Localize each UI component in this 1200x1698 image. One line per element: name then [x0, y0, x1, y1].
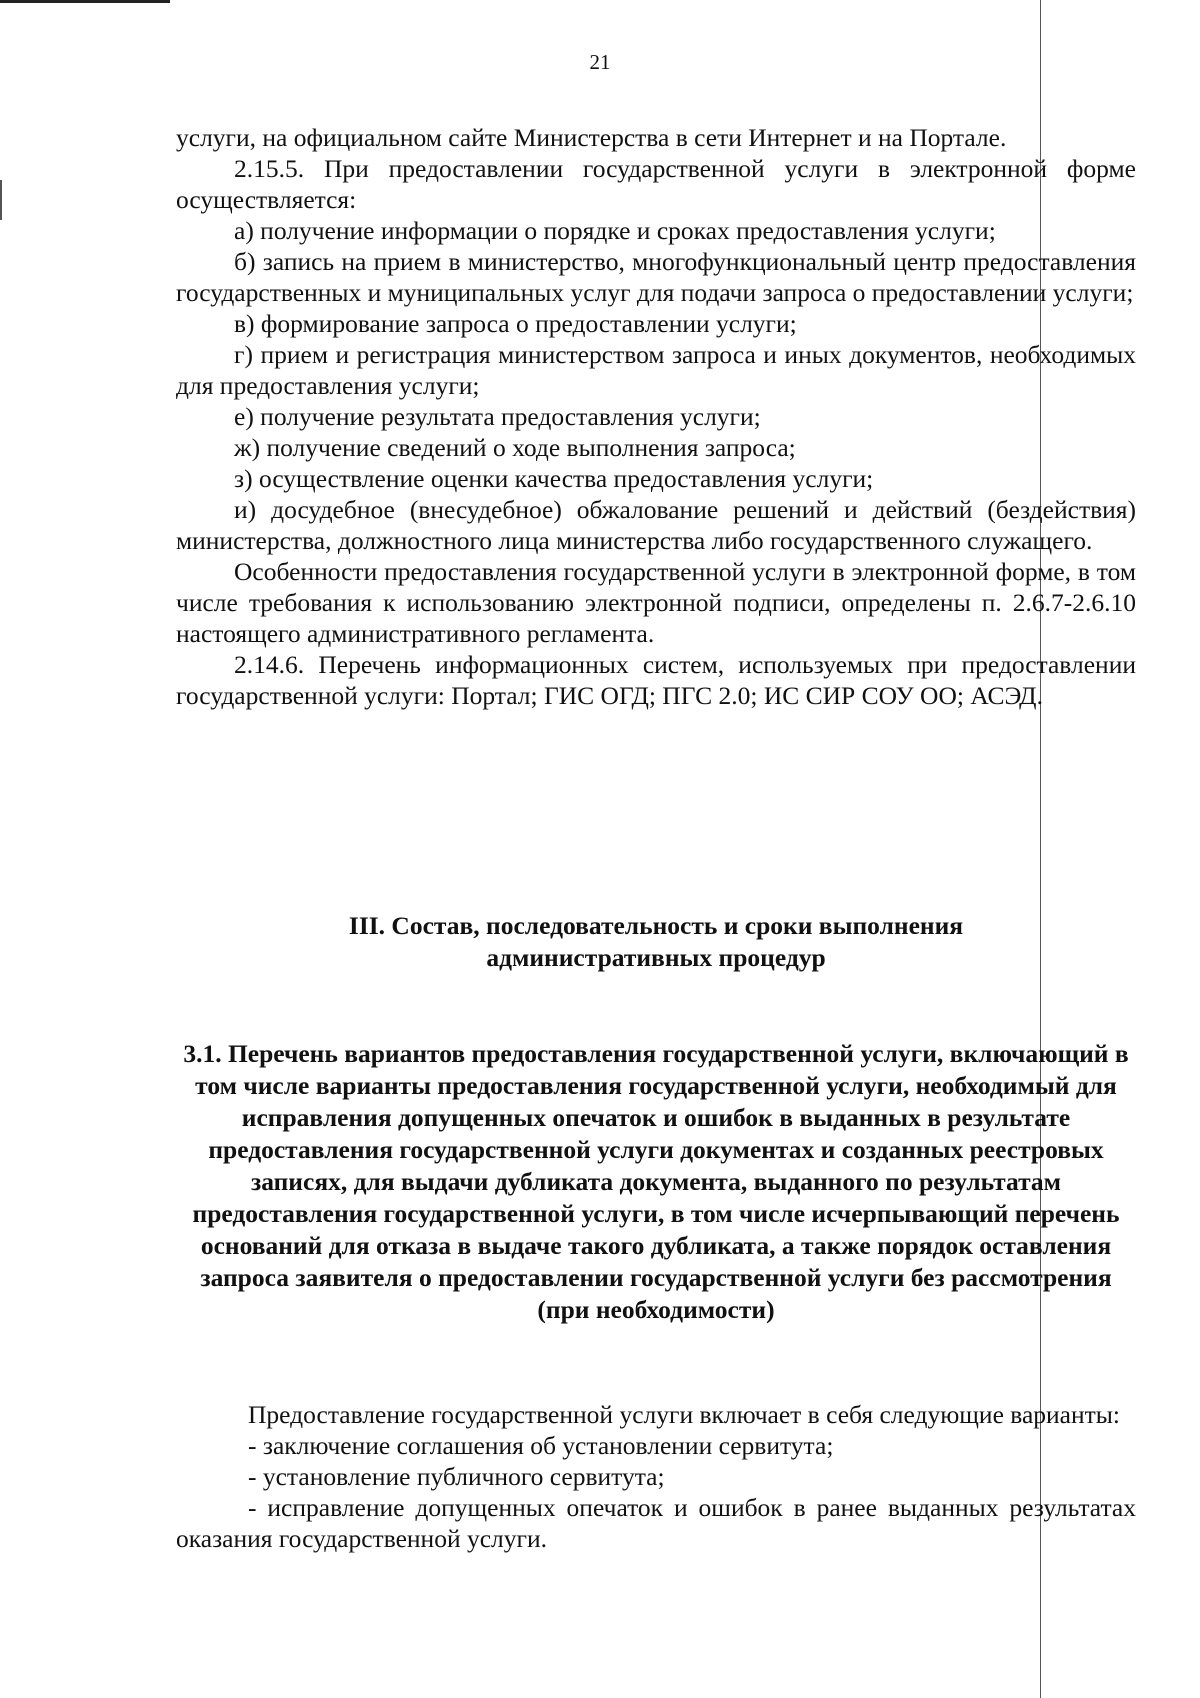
subsection-heading: 3.1. Перечень вариантов предоставления государственной услуги, включающий в том числе варианты предоставления государственной услуги, необходимый для исправления допущенных опечаток и ошибок в выданных в результате предоставления государственной услуги документах и созданных реестровых записях, для выдачи дубликата документа, выданного по результатам предоставления государственной услуги, в том числе исчерпывающий перечень оснований для отказа в выдаче такого дубликата, а также порядок оставления запроса заявителя о предоставлении государственной услуги без рассмотрения (при необходимости): [183, 1039, 1129, 1324]
list-item: б) запись на прием в министерство, многофункциональный центр предоставления государственных и муниципальных услуг для подачи запроса о предоставлении услуги;: [176, 247, 1136, 307]
scan-artifact-left: [0, 180, 2, 220]
list-item: г) прием и регистрация министерством запроса и иных документов, необходимых для предоставления услуги;: [176, 340, 1136, 400]
list-item: и) досудебное (внесудебное) обжалование решений и действий (бездействия) министерства, должностного лица министерства либо государственного служащего.: [176, 495, 1136, 555]
paragraph: услуги, на официальном сайте Министерства в сети Интернет и на Портале.: [176, 123, 1007, 152]
list-item: - установление публичного сервитута;: [248, 1462, 665, 1491]
scan-artifact-top: [0, 0, 170, 3]
list-item: в) формирование запроса о предоставлении услуги;: [234, 309, 797, 338]
section-heading-line: III. Состав, последовательность и сроки выполнения: [348, 911, 964, 940]
paragraph: Предоставление государственной услуги включает в себя следующие варианты:: [248, 1400, 1121, 1429]
paragraph: 2.15.5. При предоставлении государственной услуги в электронной форме осуществляется:: [176, 154, 1136, 214]
list-item: - заключение соглашения об установлении сервитута;: [248, 1431, 834, 1460]
paragraph: Особенности предоставления государственной услуги в электронной форме, в том числе требования к использованию электронной подписи, определены п. 2.6.7-2.6.10 настоящего административного регламента.: [176, 557, 1136, 648]
list-item: - исправление допущенных опечаток и ошибок в ранее выданных результатах оказания государственной услуги.: [176, 1493, 1136, 1553]
list-item: е) получение результата предоставления услуги;: [234, 402, 761, 431]
list-item: з) осуществление оценки качества предоставления услуги;: [234, 464, 874, 493]
body-text-bottom: [176, 1399, 1136, 1554]
list-item: а) получение информации о порядке и сроках предоставления услуги;: [234, 216, 996, 245]
section-heading: [176, 910, 1136, 974]
paragraph: 2.14.6. Перечень информационных систем, используемых при предоставлении государственной услуги: Портал; ГИС ОГД; ПГС 2.0; ИС СИР СОУ ОО; АСЭД.: [176, 650, 1136, 710]
section-heading-line: административных процедур: [486, 943, 826, 972]
body-text-top: [176, 122, 1136, 711]
page-number: 21: [589, 50, 611, 74]
list-item: ж) получение сведений о ходе выполнения запроса;: [234, 433, 796, 462]
